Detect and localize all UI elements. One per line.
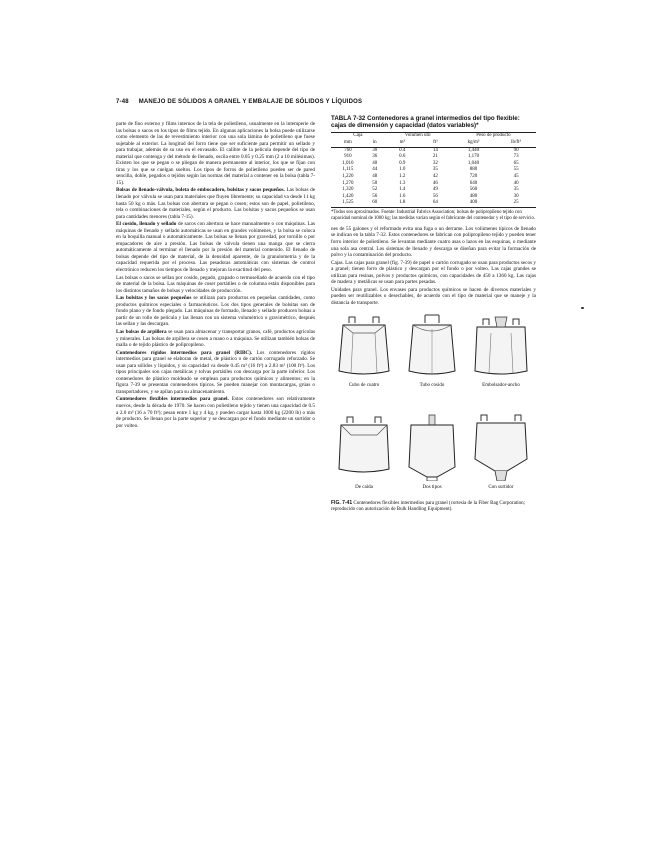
table-cell: 760 [344, 147, 352, 153]
table-row [331, 167, 536, 174]
header-title: MANEJO DE SÓLIDOS A GRANEL Y EMBALAJE DE SÓLIDOS Y LÍQUIDOS [138, 99, 363, 105]
table-cell: 720 [469, 173, 478, 179]
left-column [116, 121, 315, 839]
capacity-table [331, 132, 536, 208]
table-cell: 0.9 [399, 160, 406, 166]
table-cell: 1.3 [399, 180, 406, 186]
paragraph: Contenedores rígidos intermedios para granel (RIBC). Los contenedores rígidos intermedios para granel se elaboran de metal, de plástico o de cartón corrugado reforzado. Se usan para sólidos y líquidos, y su capacidad va desde 0.45 m³ (16 ft³) a 2.83 m³ (100 ft³). Los tipos principales son cajas metálicas y tolvas portátiles con descarga por la parte inferior. Los contenedores de plástico moldeado se emplean para productos químicos y alimentos; en la figura 7-39 se presentan contenedores típicos. Se pueden manejar con montacargas, grúas o transportadores, y se apilan para su almacenamiento. [116, 349, 315, 395]
table-cell: 56 [432, 193, 438, 199]
table-cell: 44 [372, 167, 378, 173]
page-number: 7-48 [116, 99, 129, 105]
table-cell: 64 [420, 200, 451, 207]
table-cell: 40 [372, 160, 378, 166]
running-header [116, 99, 362, 105]
sub-header: m³ [385, 140, 420, 147]
scan-mark [581, 307, 584, 309]
paragraph: Contenedores flexibles intermedios para granel. Estos contenedores son relativamente nuevos, desde la década de 1970. Se hacen con polietileno tejido y tienen una capacidad de 0.5 a 2.0 m³ (16 a 70 ft³); pesan entre 1 kg y 4 kg, y pueden cargar hasta 1000 kg (2200 lb) o más de producto. Se llenan por la parte superior y se descargan por el fondo mediante un surtidor o por volteo. [116, 396, 315, 429]
paragraph: Las bolsitas y los sacos pequeños se utilizan para productos en pequeñas cantidades, como productos químicos especiales o farmacéuticos. Los dos tipos generales de bolsitas son de fondo plano y de fondo plegado. Las máquinas de formado, llenado y sellado producen bolsas a partir de un rollo de película y las llenan con un sistema volumétrico o gravimétrico, después las sellan y las descargan. [116, 295, 315, 328]
table-cell: 32 [432, 160, 438, 166]
figure-label: Cubo de cuatro [348, 382, 380, 388]
table-title: TABLA 7-32 Contenedores a granel intermedios del tipo flexible: cajas de dimensión y capacidad (datos variables)* [331, 115, 520, 130]
figure-label: De caída [355, 484, 373, 490]
sub-header: kg/m³ [451, 140, 496, 147]
table-row [331, 147, 536, 154]
table-row [331, 161, 536, 168]
table-cell: 55 [513, 167, 519, 173]
figure-bags [331, 313, 536, 563]
paragraph: Cajas. Las cajas para granel (fig. 7-39) de papel o cartón corrugado se usan para productos secos y a granel; tienen forro de plástico y descargan por el fondo o por volteo. Las cajas grandes se utilizan para resinas, polvos y productos químicos, con capacidades de 450 a 1360 kg. Las cajas de madera y metálicas se usan para partes pesadas. [331, 259, 536, 286]
table-cell: 880 [469, 167, 478, 173]
table-cell: 48 [372, 173, 378, 179]
figure-label: Tubo cosido [419, 382, 445, 388]
table-cell: 1,440 [467, 147, 480, 153]
table-cell: 1,170 [467, 154, 480, 160]
table-row [331, 174, 536, 181]
table-cell: 640 [469, 180, 478, 186]
table-cell: 14 [432, 147, 438, 153]
table-cell: 1,270 [342, 180, 354, 186]
figure-label: Dos tipos [422, 484, 442, 490]
table-row [331, 200, 536, 207]
table-cell: 25 [496, 200, 536, 207]
table-row [331, 181, 536, 188]
table-cell: 73 [513, 154, 519, 160]
col-group: Volumen útil [385, 133, 451, 140]
table-cell: 0.6 [399, 154, 406, 160]
figure-label: Embolsador-ancho [482, 382, 520, 388]
paragraph: Las bolsas de arpillera se usan para almacenar y transportar granos, café, productos agrícolas y minerales. Las bolsas de arpillera se cosen a mano o a máquina. Se utilizan también bolsas de malla o de tejido plástico de polipropileno. [116, 328, 315, 349]
table-cell: 400 [451, 200, 496, 207]
figure-caption: FIG. 7-41 Contenedores flexibles intermedios para granel (cortesía de la Fiber Bag Corporation; reproducido con autorización de Bulk Handling Equipment). [331, 499, 525, 512]
table-cell: 1,320 [342, 187, 354, 193]
table-cell: 480 [469, 193, 478, 199]
table-cell: 1,525 [331, 200, 365, 207]
table-cell: 1.0 [399, 167, 406, 173]
sub-header: in [365, 140, 385, 147]
right-column [331, 115, 536, 815]
paragraph: Unidades para granel. Los envases para productos químicos se hacen de diversos materiales y pueden ser reutilizables o desechables, de acuerdo con el tipo de material que se maneje y la distancia de transporte. [331, 286, 536, 306]
table-cell: 65 [513, 160, 519, 166]
paragraph: Las bolsas o sacos se sellan por cosido, pegado, grapado o termosellado de acuerdo con el tipo de material de la bolsa. Las máquinas de coser portátiles o de columna están disponibles para los distintos tamaños de bolsas y velocidades de producción. [116, 274, 315, 294]
bulk-bag-illustration [471, 313, 531, 379]
table-cell: 1,010 [342, 160, 354, 166]
col-group: Peso de producto [451, 133, 536, 140]
table-cell: 60 [365, 200, 385, 207]
table-cell: 1,420 [342, 193, 354, 199]
bulk-bag-illustration [335, 313, 393, 379]
paragraph: El cosido, llenado y sellado de sacos con abertura se hace manualmente o con máquinas. Las máquinas de llenado y sellado automáticas se usan en grandes volúmenes, y la bolsa se coloca en la boquilla manual o automáticamente. Las bolsas se llenan por gravedad, por tornillo o por empacadores de aire a presión. Las bolsas de válvula tienen una manga que se cierra automáticamente al terminar el llenado por la presión del material contenido. El llenado de bolsas depende del tipo de material, de la densidad aparente, de la granulometría y de la capacidad requerida por el proceso. Las pesadoras automáticas con sistemas de control electrónico reducen los tiempos de llenado y mejoran la exactitud del peso. [116, 221, 315, 274]
table-cell: 36 [372, 154, 378, 160]
table-cell: 1.6 [399, 193, 406, 199]
paragraph: nes de 55 galones y el reformado evita una fuga o un derrame. Los volúmenes típicos de llenado se indican en la tabla 7-32. Estos contenedores se fabrican con polipropileno tejido y pueden tener forro interior de polietileno. Se levantan mediante cuatro asas o lazos en las esquinas, o mediante una sola asa central. Los sistemas de llenado y descarga se diseñan para evitar la formación de polvo y la contaminación del producto. [331, 225, 536, 259]
bulk-bag-illustration [335, 413, 393, 481]
table-cell: 49 [432, 187, 438, 193]
table-row [331, 194, 536, 201]
table-cell: 1.8 [385, 200, 420, 207]
table-cell: 1,040 [467, 160, 480, 166]
table-cell: 0.4 [399, 147, 406, 153]
table-cell: 560 [469, 187, 478, 193]
table-footnote: *Todos son aproximados. Fuente: Industrial Fabrics Association; bolsas de polipropileno tejido con capacidad nominal de 1000 kg; las medidas varían según el fabricante del contenedor y el tipo de servicio. [331, 209, 536, 221]
table-cell: 56 [372, 193, 378, 199]
table-cell: 35 [513, 187, 519, 193]
bulk-bag-illustration [403, 313, 461, 379]
bulk-bag-illustration [471, 413, 531, 481]
table-row [331, 154, 536, 161]
paragraph: Bolsas de llenado-válvula, boleta de embocadero, bolsitas y sacos pequeños. Las bolsas de llenado por válvula se usan para materiales que fluyen libremente; su capacidad va desde 11 kg hasta 50 kg o más. Las bolsas con abertura se pegan o cosen; estos son de papel, polietileno, tela o combinaciones de materiales, según el producto. Las bolsitas y sacos pequeños se usan para cantidades menores (tabla 7-15). [116, 187, 315, 220]
table-cell: 46 [432, 180, 438, 186]
table-cell: 40 [513, 180, 519, 186]
table-cell: 30 [372, 147, 378, 153]
table-cell: 52 [372, 187, 378, 193]
table-cell: 1.2 [399, 173, 406, 179]
sub-header: lb/ft³ [496, 140, 536, 147]
paragraph: parte de fino externo y films internos de la tela de polietileno, usualmente en la intemperie de las bolsas o sacos en los tipos de films tejido. En algunas aplicaciones la bolsa puede utilizarse como elemento de las de revestimiento interior con una sola lámina de polietileno que fuese sujetable al exterior. La longitud del forro tiene que ser suficiente para permitir un sellado y para trabajar, además de su uso en el envasado. El calibre de la película depende del tipo de material que contenga y del método de llenado, oscila entre 0.05 y 0.25 mm (2 a 10 milésimas). Existen los que se pegan o se pliegan de manera permanente al interior, los que se fijan con tiras y los que se cuelgan sueltos. Los tipos de forros de polietileno pueden ser de pared sencilla, doble, pegados o tejidos según las normas del material a contener en la bolsa (tabla 7-15). [116, 121, 315, 186]
table-cell: 1,115 [342, 167, 354, 173]
table-cell: 42 [432, 173, 438, 179]
table-cell: 30 [513, 193, 519, 199]
table-cell: 35 [432, 167, 438, 173]
table-cell: 90 [513, 147, 519, 153]
figure-label: Con surtidor [488, 484, 514, 490]
table-cell: 1,220 [342, 173, 354, 179]
sub-header: ft³ [420, 140, 451, 147]
col-group: Caja [331, 133, 385, 140]
table-cell: 50 [372, 180, 378, 186]
table-row [331, 187, 536, 194]
bulk-bag-illustration [403, 413, 461, 481]
table-cell: 910 [344, 154, 352, 160]
table-cell: 21 [432, 154, 438, 160]
sub-header: mm [331, 140, 365, 147]
table-cell: 45 [513, 173, 519, 179]
table-cell: 1.4 [399, 187, 406, 193]
